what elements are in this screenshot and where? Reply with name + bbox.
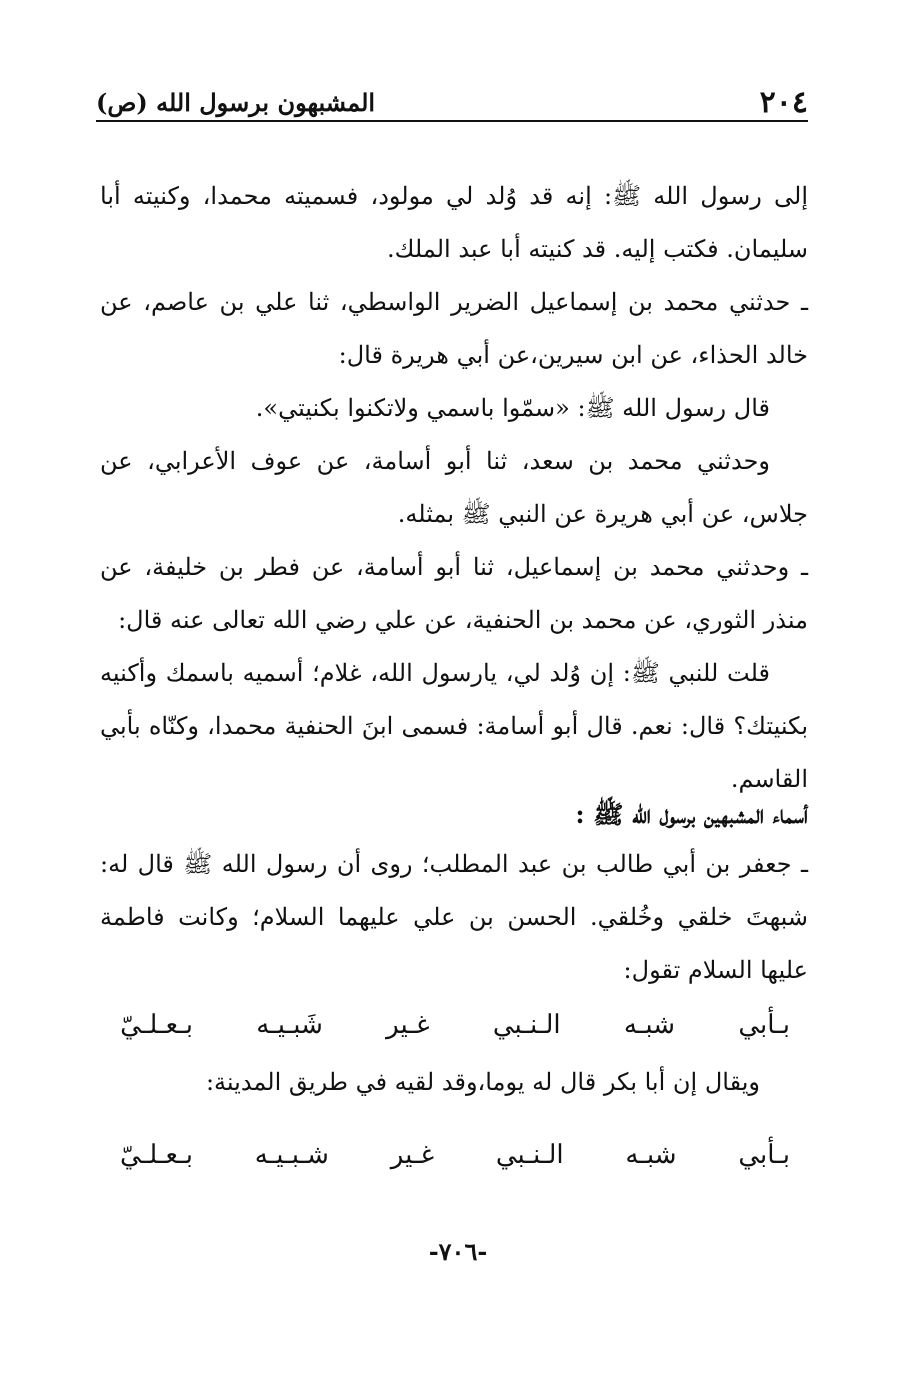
paragraph: ـ وحدثني محمد بن إسماعيل، ثنا أبو أسامة، عن فطر بن خليفة، عن منذر الثوري، عن محمد بن الحنفية، عن علي رضي الله تعالى عنه قال: [100,553,808,634]
poem-verse-1 [120,1000,790,1050]
paragraph: قال رسول الله ﷺ: «سمّوا باسمي ولاتكنوا بكنيتي». [255,394,770,422]
paragraph: ـ حدثني محمد بن إسماعيل الضرير الواسطي، ثنا علي بن عاصم، عن خالد الحذاء، عن ابن سيرين،عن أبي هريرة قال: [100,288,808,369]
paragraph: قلت للنبي ﷺ: إن وُلد لي، يارسول الله، غلام؛ أسميه باسمك وأكنيه بكنيتك؟ قال: نعم. قال أبو أسامة: فسمى ابنَ الحنفية محمدا، وكنّاه بأبي القاسم. [100,659,808,793]
paragraph: إلى رسول الله ﷺ: إنه قد وُلد لي مولود، فسميته محمدا، وكنيته أبا سليمان. فكتب إليه. قد كنيته أبا عبد الملك. [100,182,808,263]
header-title: المشبهون برسول الله (ص) [96,88,376,118]
verse-word: شبـه [625,1140,677,1170]
verse-word: شَبـيـه [256,1010,323,1040]
main-text [100,170,808,806]
verse-word: شـبـيـه [254,1140,329,1170]
verse-word: الـنـبي [495,1140,564,1170]
poem-verse-2 [120,1130,790,1180]
verse-word: بـعـلـيّ [120,1010,193,1040]
verse-word: غـير [386,1010,430,1040]
section-heading: أسماء المشبهين برسول الله ﷺ : [575,800,808,829]
verse-word: بـأبي [738,1010,790,1040]
footer-page-number: -٧٠٦- [428,1237,488,1266]
paragraph: وحدثني محمد بن سعد، ثنا أبو أسامة، عن عوف الأعرابي، عن جلاس، عن أبي هريرة عن النبي ﷺ بمثله. [100,447,808,528]
verse-word: بـعـلـيّ [120,1140,193,1170]
verse-word: بـأبي [738,1140,790,1170]
verse-word: شبـه [623,1010,676,1040]
section-body: ـ جعفر بن أبي طالب بن عبد المطلب؛ روى أن رسول الله ﷺ قال له: شبهتَ خلقي وخُلقي. الحسن بن علي عليهما السلام؛ وكانت فاطمة عليها السلام تقول: [100,850,808,984]
verse-word: غـير [390,1140,435,1170]
page-header [96,70,808,122]
narration-line: ويقال إن أبا بكر قال له يوما،وقد لقيه في طريق المدينة: [205,1068,760,1096]
header-page-number: ٢٠٤ [759,85,808,120]
verse-word: الـنـبي [492,1010,561,1040]
